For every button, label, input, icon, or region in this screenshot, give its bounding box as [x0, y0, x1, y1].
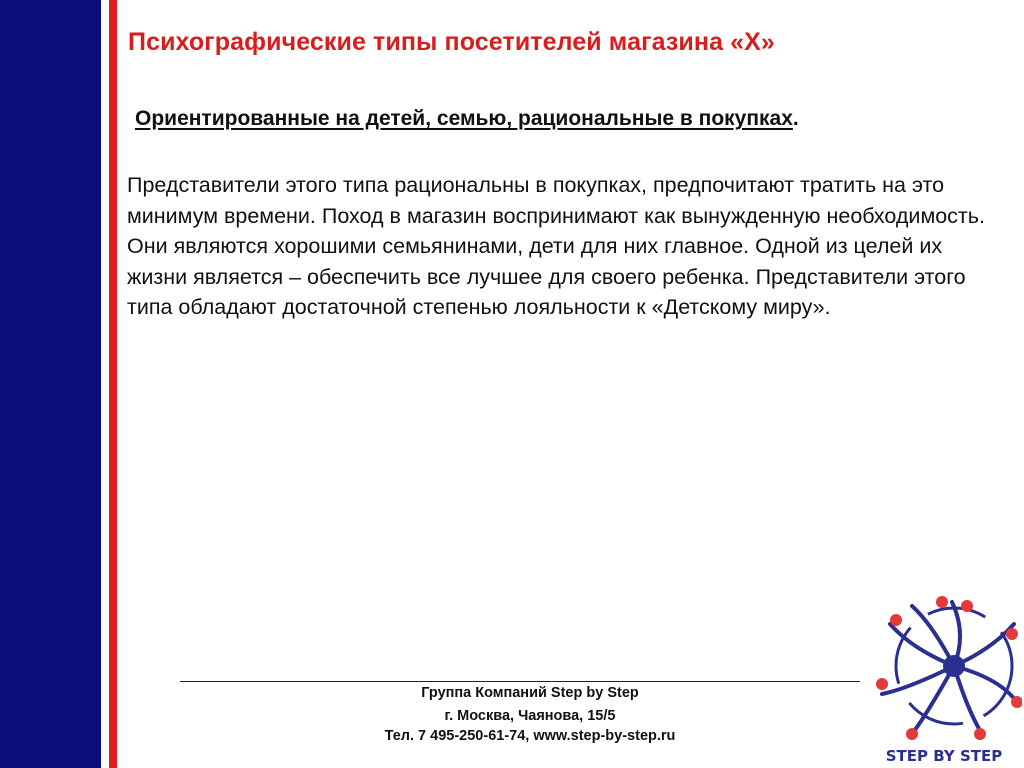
footer-divider — [180, 681, 860, 682]
logo-wheel-icon — [876, 596, 1022, 740]
step-by-step-logo — [872, 594, 1022, 768]
slide-title: Психографические типы посетителей магазина «X» — [128, 28, 775, 56]
logo-text: STEP BY STEP — [885, 747, 1003, 765]
subtitle-text: Ориентированные на детей, семью, рациональные в покупках — [135, 107, 793, 130]
slide-subtitle — [135, 107, 995, 131]
left-navy-band — [0, 0, 101, 768]
footer-address: г. Москва, Чаянова, 15/5 — [444, 708, 616, 724]
subtitle-period: . — [792, 107, 799, 130]
left-white-gap — [101, 0, 109, 768]
left-red-band — [109, 0, 117, 768]
footer-contact: Тел. 7 495-250-61-74, www.step-by-step.ru — [384, 728, 676, 744]
slide-body-text: Представители этого типа рациональны в покупках, предпочитают тратить на это минимум времени. Поход в магазин воспринимают как вынужденную необходимость. Они являются хорошими семьянинами, дети для них главное. Одной из целей их жизни является – обеспечить все лучшее для своего ребенка. Представители этого типа обладают достаточной степенью лояльности к «Детскому миру». — [127, 173, 985, 319]
footer-company: Группа Компаний Step by Step — [421, 685, 639, 701]
